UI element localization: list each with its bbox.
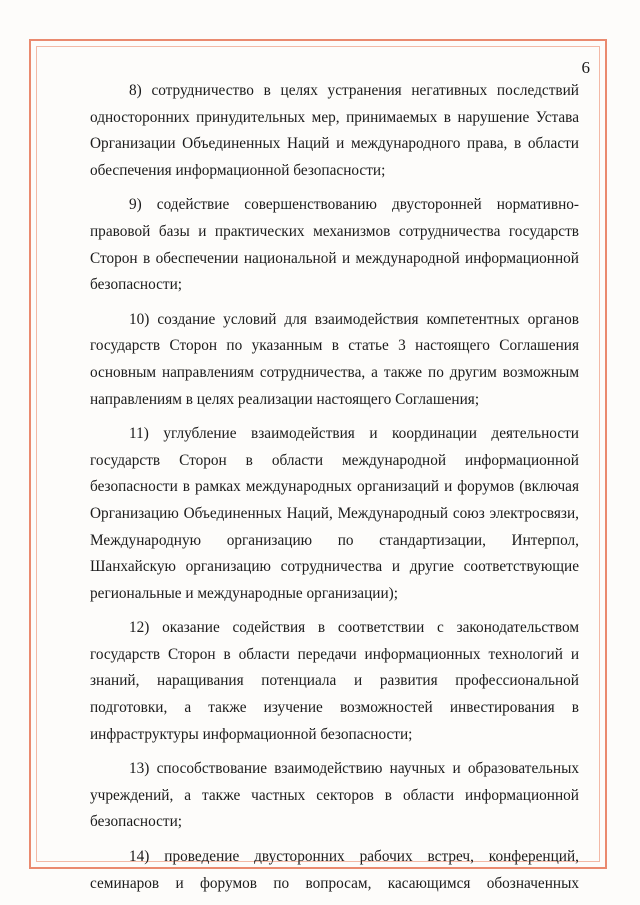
list-item-14: 14) проведение двусторонних рабочих встреч, конференций, семинаров и форумов по вопросам, касающимся обозначенных [90, 848, 579, 892]
page-number: 6 [581, 58, 590, 77]
list-item-8: 8) сотрудничество в целях устранения негативных последствий односторонних принудительных мер, принимаемых в нарушение Устава Организации Объединенных Наций и международного права, в области обеспечения информационной безопасности; [90, 82, 579, 179]
list-item-10: 10) создание условий для взаимодействия компетентных органов государств Сторон по указанным в статье 3 настоящего Соглашения основным направлениям сотрудничества, а также по другим возможным направлениям в целях реализации настоящего Соглашения; [90, 310, 579, 408]
document-body [90, 78, 579, 905]
list-item-9: 9) содействие совершенствованию двусторонней нормативно-правовой базы и практических механизмов сотрудничества государств Сторон в обеспечении национальной и международной информационной безопасности; [90, 196, 579, 294]
list-item-12: 12) оказание содействия в соответствии с законодательством государств Сторон в области передачи информационных технологий и знаний, наращивания потенциала и развития профессиональной подготовки, а также изучение возможностей инвестирования в инфраструктуры информационной безопасности; [90, 619, 579, 743]
list-item-11: 11) углубление взаимодействия и координации деятельности государств Сторон в области международной информационной безопасности в рамках международных организаций и форумов (включая Организацию Объединенных Наций, Международный союз электросвязи, Международную организацию по стандартизации, Интерпол, Шанхайскую организацию сотрудничества и другие соответствующие региональные и международные организации); [90, 425, 579, 602]
list-item-13: 13) способствование взаимодействию научных и образовательных учреждений, а также частных секторов в области информационной безопасности; [90, 760, 579, 831]
